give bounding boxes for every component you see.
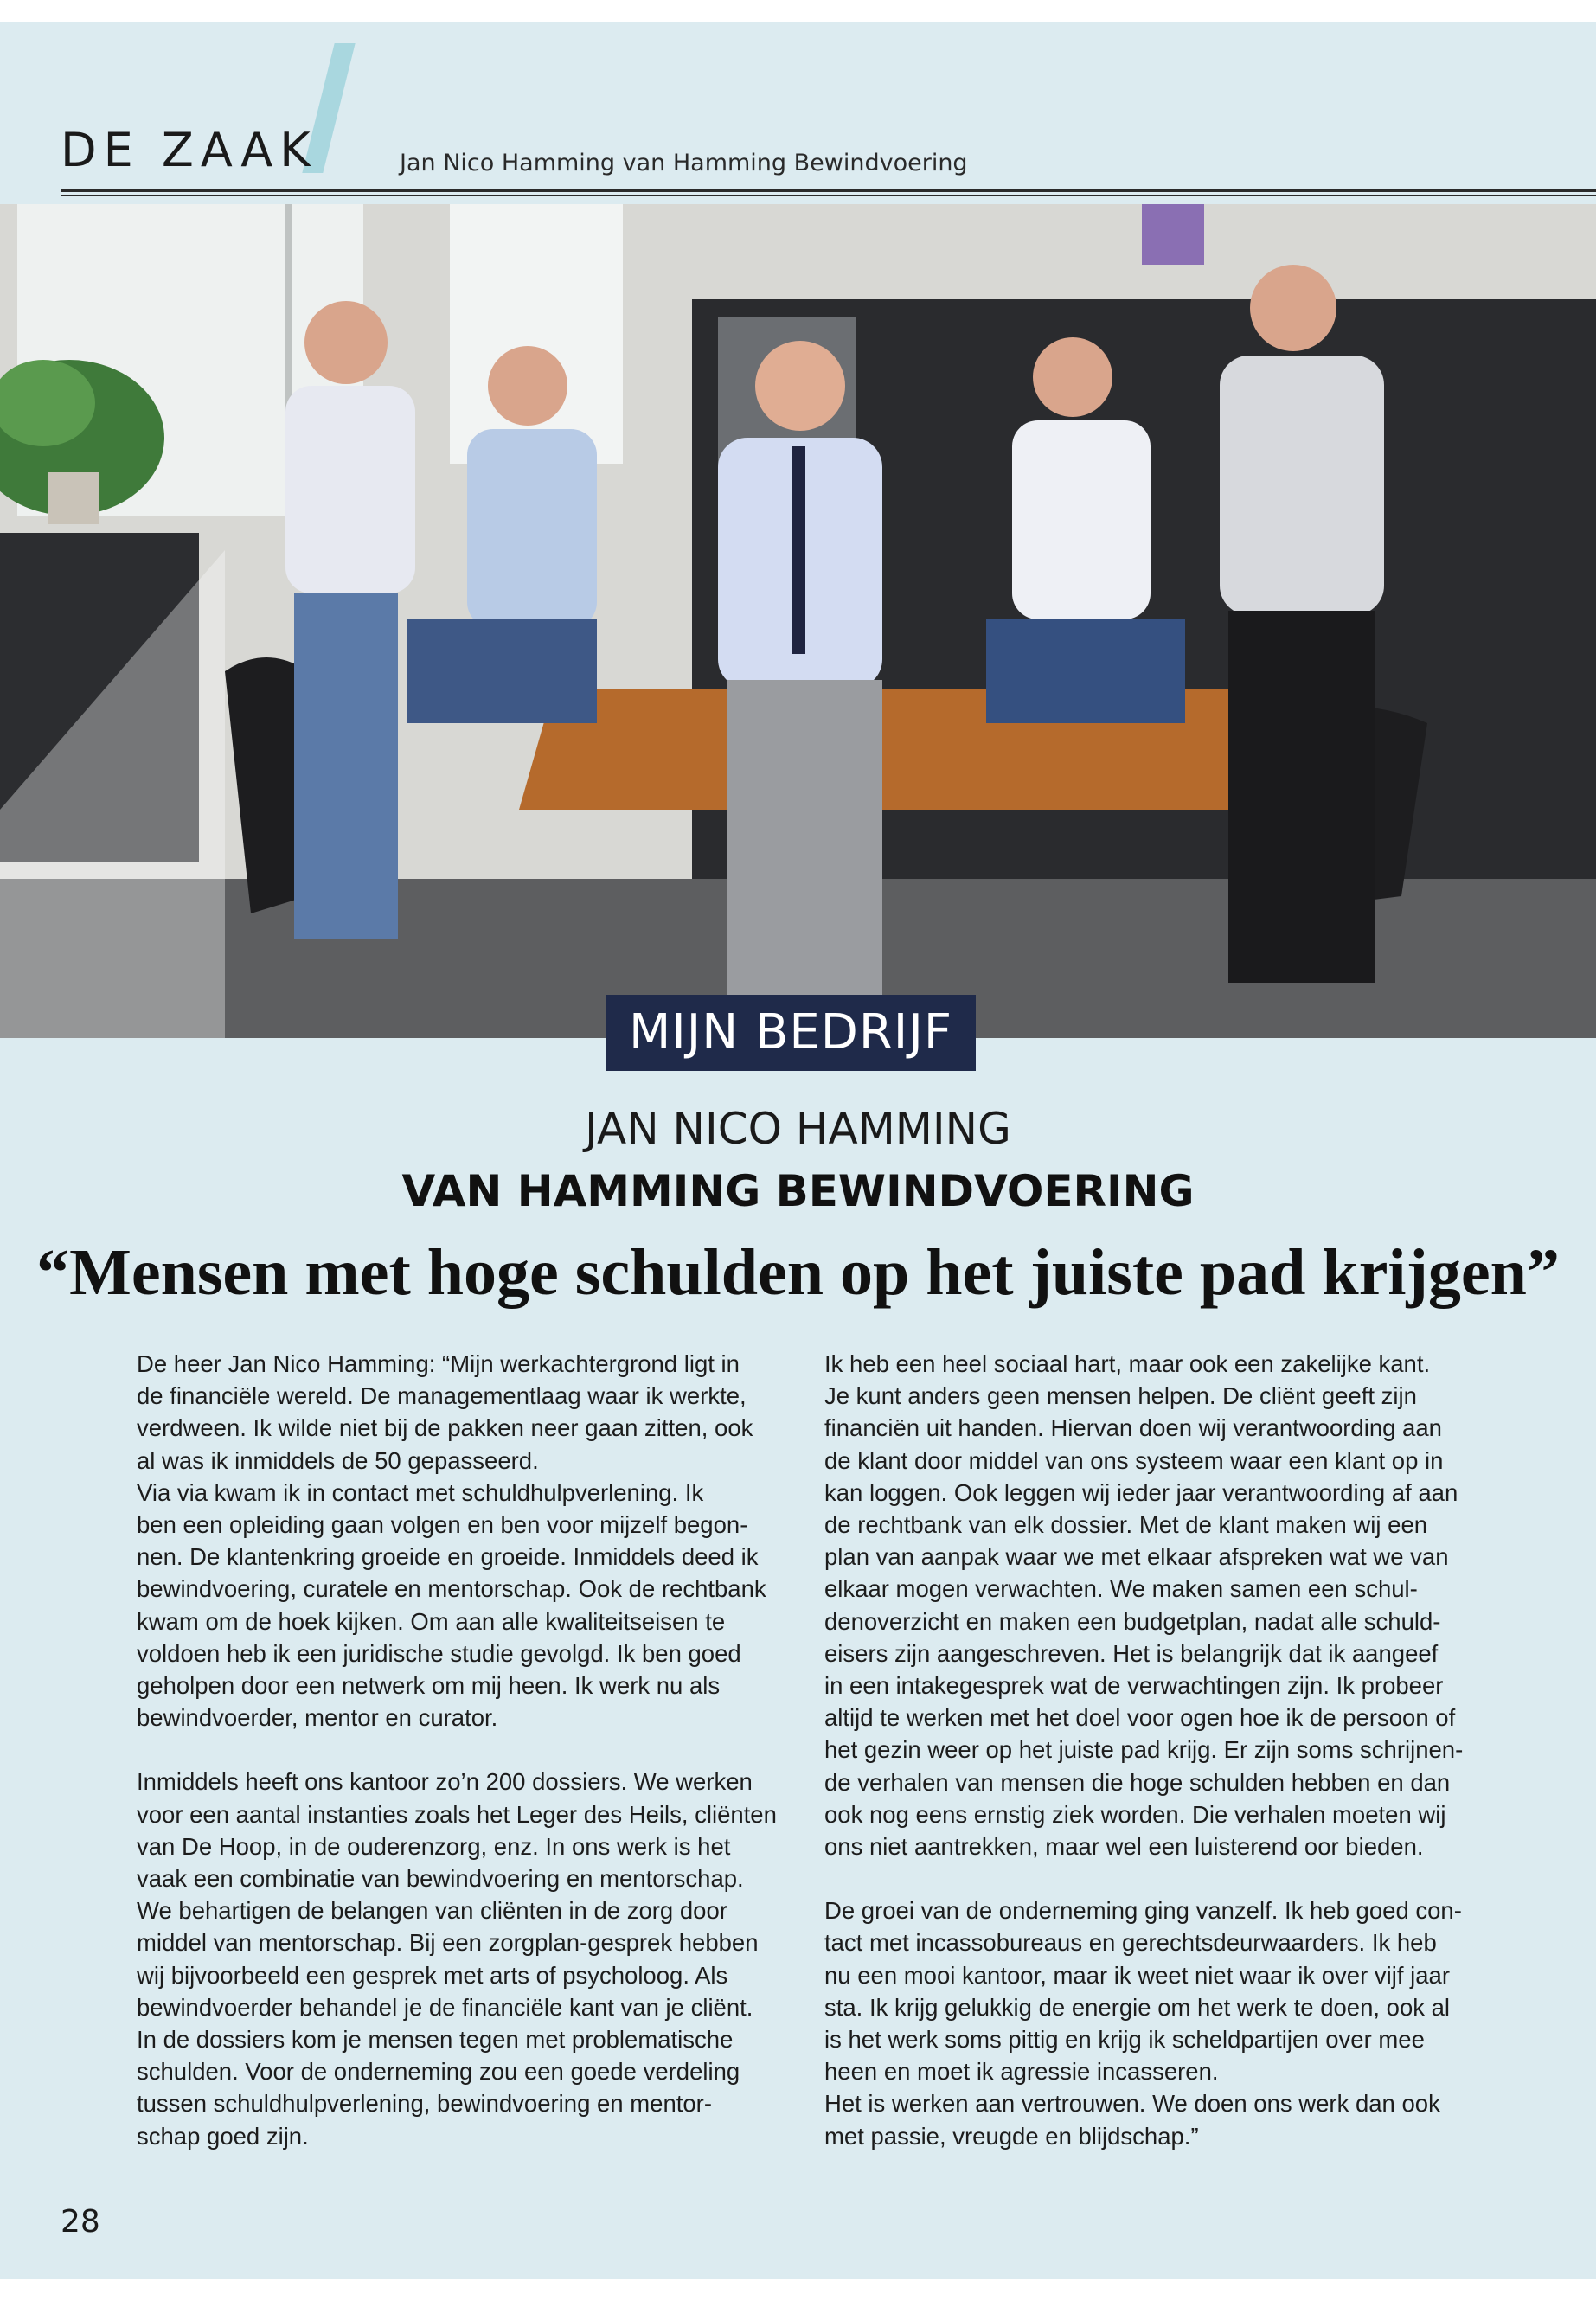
- paragraph: De groei van de onderneming ging vanzelf. Ik heb goed con- tact met incassobureaus en gerechtsdeurwaarders. Ik heb nu een mooi kantoor, maar ik weet niet waar ik over vijf jaar sta. Ik krijg gelukkig de energie om het werk te doen, ook al is het werk soms pittig en krijg ik scheldpartijen over mee heen en moet ik agressie incasseren. Het is werken aan vertrouwen. We doen ons werk dan ook met passie, vreugde en blijdschap.”: [824, 1897, 1462, 2150]
- header-rule: [61, 189, 1596, 192]
- article-column-right: [824, 1348, 1465, 2152]
- person-name: JAN NICO HAMMING: [585, 1104, 1011, 1154]
- page-number: 28: [61, 2204, 100, 2240]
- header-rule-thin: [61, 195, 1596, 196]
- headline-quote: “Mensen met hoge schulden op het juiste pad krijgen”: [36, 1236, 1560, 1309]
- section-label: DE ZAAK: [61, 123, 317, 177]
- page-header: [0, 22, 1596, 177]
- company-name: VAN HAMMING BEWINDVOERING: [401, 1166, 1195, 1216]
- section-badge: MIJN BEDRIJF: [606, 995, 976, 1071]
- header-subtitle: Jan Nico Hamming van Hamming Bewindvoering: [400, 150, 968, 176]
- team-photo: [0, 204, 1596, 1038]
- paragraph: Inmiddels heeft ons kantoor zo’n 200 dossiers. We werken voor een aantal instanties zoals het Leger des Heils, cliënten van De Hoop, in de ouderenzorg, enz. In ons werk is het vaak een combinatie van bewindvoering en mentorschap. We behartigen de belangen van cliënten in de zorg door middel van mentorschap. Bij een zorgplan-gesprek hebben wij bijvoorbeeld een gesprek met arts of psycholoog. Als bewindvoerder behandel je de financiële kant van je cliënt. In de dossiers kom je mensen tegen met problematische schulden. Voor de onderneming zou een goede verdeling tussen schuldhulpverlening, bewindvoering en mentor- schap goed zijn.: [137, 1768, 777, 2150]
- article-column-left: [137, 1348, 794, 2152]
- paragraph: Ik heb een heel sociaal hart, maar ook een zakelijke kant. Je kunt anders geen mensen helpen. De cliënt geeft zijn financiën uit handen. Hiervan doen wij verantwoording aan de klant door middel van ons systeem waar een klant op in kan loggen. Ook leggen wij ieder jaar verantwoording af aan de rechtbank van elk dossier. Met de klant maken wij een plan van aanpak waar we met elkaar afspreken wat we van elkaar mogen verwachten. We maken samen een schul- denoverzicht en maken een budgetplan, nadat alle schuld- eisers zijn aangeschreven. Het is belangrijk dat ik aangeef in een intakegesprek wat de verwachtingen zijn. Ik probeer altijd te werken met het doel voor ogen hoe ik de persoon of het gezin weer op het juiste pad krijg. Er zijn soms schrijnen- de verhalen van mensen die hoge schulden hebben en dan ook nog eens ernstig ziek worden. Die verhalen moeten wij ons niet aantrekken, maar wel een luisterend oor bieden.: [824, 1350, 1464, 1861]
- paragraph: De heer Jan Nico Hamming: “Mijn werkachtergrond ligt in de financiële wereld. De managementlaag waar ik werkte, verdween. Ik wilde niet bij de pakken neer gaan zitten, ook al was ik inmiddels de 50 gepasseerd. Via via kwam ik in contact met schuldhulpverlening. Ik ben een opleiding gaan volgen en ben voor mijzelf begon- nen. De klantenkring groeide en groeide. Inmiddels deed ik bewindvoering, curatele en mentorschap. Ook de rechtbank kwam om de hoek kijken. Om aan alle kwaliteitseisen te voldoen heb ik een juridische studie gevolgd. Ik ben goed geholpen door een netwerk om mij heen. Ik werk nu als bewindvoerder, mentor en curator.: [137, 1350, 766, 1732]
